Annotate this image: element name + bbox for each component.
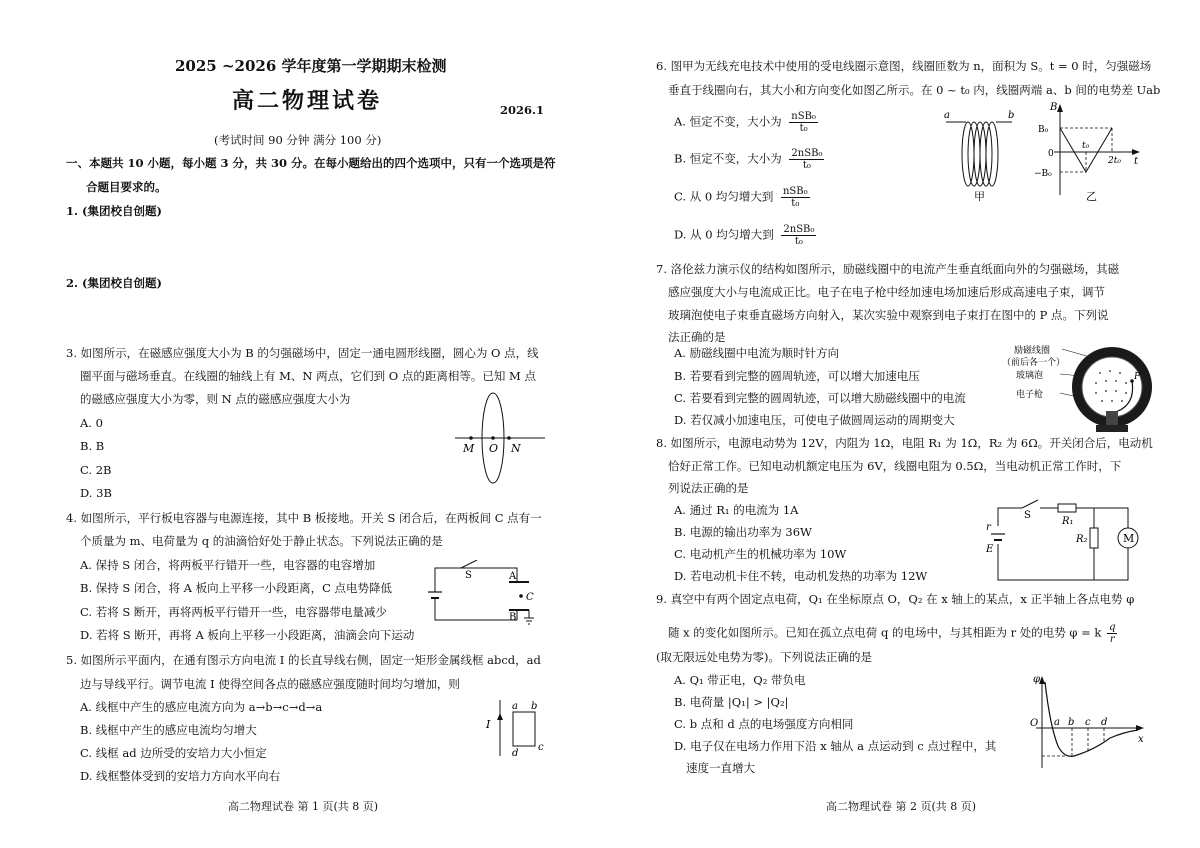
question-7-option-c: C. 若要看到完整的圆周轨迹，可以增大励磁线圈中的电流 [674, 391, 966, 405]
exam-title: 高二物理试卷 [232, 88, 383, 114]
question-9-line2 [668, 622, 1117, 645]
point-o-dot [491, 436, 495, 440]
exam-date: 2026.1 [500, 103, 545, 117]
current-arrow [497, 713, 503, 720]
label-c: c [538, 742, 544, 753]
option-c-text: C. 从 0 均匀增大到 [674, 189, 774, 204]
label-c: c [1085, 717, 1091, 728]
question-4-option-b: B. 保持 S 闭合，将 A 板向上平移一小段距离，C 点电势降低 [80, 581, 393, 595]
b-axis-arrow [1057, 104, 1063, 112]
label-d: d [512, 748, 519, 758]
label-r2: R₂ [1076, 534, 1088, 545]
instrument-base [1096, 425, 1128, 432]
point-c-dot [519, 594, 523, 598]
option-d-text: D. 从 0 均匀增大到 [674, 227, 774, 242]
label-t: t [1134, 156, 1139, 167]
label-a: A [509, 571, 517, 582]
question-8-line1: 8. 如图所示，电源电动势为 12V，内阻为 1Ω，电阻 R₁ 为 1Ω，R₂ 为 6Ω。开关闭合后，电动机 [656, 436, 1153, 450]
question-3-line3: 的磁感应强度大小为零，则 N 点的磁感应强度大小为 [80, 392, 351, 406]
question-7-line2: 感应强度大小与电流成正比。电子在电子枪中经加速电场加速后形成高速电子束，调节 [668, 285, 1105, 299]
exam-info: (考试时间 90 分钟 满分 100 分) [214, 133, 382, 147]
question-8-option-b: B. 电源的输出功率为 36W [674, 525, 812, 539]
question-6-figure-coil [940, 104, 1020, 204]
question-1: 1. (集团校自创题) [66, 204, 162, 218]
question-8-figure [986, 496, 1146, 586]
question-3-option-d: D. 3B [80, 486, 112, 500]
wire-top-right [1076, 508, 1128, 528]
section-instructions-line2: 合题目要求的。 [86, 180, 167, 194]
option-b-text: B. 恒定不变，大小为 [674, 151, 782, 166]
label-c: C [526, 592, 534, 603]
label-s: S [465, 570, 472, 581]
question-7-line4: 法正确的是 [668, 330, 726, 344]
question-5-option-a: A. 线框中产生的感应电流方向为 a→b→c→d→a [80, 700, 323, 714]
question-5-line1: 5. 如图所示平面内，在通有图示方向电流 I 的长直导线右侧，固定一矩形金属线框 abcd，ad [66, 653, 541, 667]
option-c-numerator: nSB₀ [782, 186, 808, 197]
label-d: d [1101, 717, 1108, 728]
question-3-line2: 圈平面与磁场垂直。在线圈的轴线上有 M、N 两点，它们到 O 点的距离相等。已知 M 点 [80, 369, 536, 383]
point-n-dot [507, 436, 511, 440]
question-4-line1: 4. 如图所示，平行板电容器与电源连接，其中 B 板接地。开关 S 闭合后，在两板间 C 点有一 [66, 511, 542, 525]
question-5-option-b: B. 线框中产生的感应电流均匀增大 [80, 723, 257, 737]
question-6-line2: 垂直于线圈向右，其大小和方向变化如图乙所示。在 0 ~ t₀ 内，线圈两端 a、b 间的电势差 Uab [668, 83, 1161, 97]
label-neg-b0: −B₀ [1034, 169, 1052, 179]
question-8-option-c: C. 电动机产生的机械功率为 10W [674, 547, 847, 561]
page-footer: 高二物理试卷 第 2 页(共 8 页) [826, 800, 977, 813]
label-b: b [1068, 717, 1075, 728]
label-a: a [512, 701, 518, 712]
potential-denominator: r [1109, 634, 1115, 645]
label-t0: t₀ [1082, 141, 1090, 151]
label-phi: φ [1033, 674, 1041, 685]
question-9-line2-text: 随 x 的变化如图所示。已知在孤立点电荷 q 的电场中，与其相距为 r 处的电势 φ = k [668, 625, 1102, 640]
question-3-option-c: C. 2B [80, 463, 112, 477]
label-jia: 甲 [974, 190, 985, 203]
question-9-option-b: B. 电荷量 |Q₁| > |Q₂| [674, 695, 789, 709]
question-2: 2. (集团校自创题) [66, 276, 162, 290]
label-bulb: 玻璃泡 [1016, 371, 1044, 381]
question-7-option-a: A. 励磁线圈中电流为顺时针方向 [674, 346, 840, 360]
question-5-option-c: C. 线框 ad 边所受的安培力大小恒定 [80, 746, 267, 760]
option-a-fraction [789, 111, 818, 134]
question-7-line3: 玻璃泡使电子束垂直磁场方向射入，某次实验中观察到电子束打在图中的 P 点。下列说 [668, 308, 1109, 322]
question-8-line3: 列说法正确的是 [668, 481, 749, 495]
question-6-figure-graph [1032, 100, 1142, 205]
option-d-denominator: t₀ [794, 236, 803, 247]
label-p: P [1134, 372, 1141, 382]
page-2 [600, 0, 1200, 848]
label-b-axis: B [1050, 102, 1058, 113]
question-7-option-d: D. 若仅减小加速电压，可使电子做圆周运动的周期变大 [674, 413, 955, 427]
label-r: r [986, 522, 991, 533]
option-a-denominator: t₀ [799, 123, 808, 134]
label-x: x [1138, 734, 1144, 745]
label-b0: B₀ [1038, 125, 1049, 135]
label-o: O [489, 442, 499, 455]
point-m-dot [469, 436, 473, 440]
label-n: N [511, 442, 521, 455]
question-9-option-a: A. Q₁ 带正电，Q₂ 带负电 [674, 673, 806, 687]
label-yi: 乙 [1086, 190, 1097, 203]
question-4-option-c: C. 若将 S 断开，再将两板平行错开一些，电容器带电量减少 [80, 605, 387, 619]
label-a: a [944, 110, 950, 121]
question-7-line1: 7. 洛伦兹力演示仪的结构如图所示，励磁线圈中的电流产生垂直纸面向外的匀强磁场，其磁 [656, 262, 1120, 276]
question-7-figure [1000, 341, 1160, 436]
question-9-option-c: C. b 点和 d 点的电场强度方向相同 [674, 717, 854, 731]
coil-pointer [1062, 349, 1090, 357]
resistor-r1 [1058, 504, 1076, 512]
question-9-option-d-line2: 速度一直增大 [686, 761, 755, 775]
exam-header: 2025 ~2026 学年度第一学期期末检测 [175, 57, 447, 75]
option-b-numerator: 2nSB₀ [791, 148, 823, 159]
question-9-line1: 9. 真空中有两个固定点电荷，Q₁ 在坐标原点 O，Q₂ 在 x 轴上的某点，x 正半轴上各点电势 φ [656, 592, 1135, 606]
switch-lever [461, 560, 477, 568]
question-6-option-b [674, 148, 824, 171]
question-6-option-a [674, 111, 818, 134]
question-6-option-d [674, 224, 816, 247]
label-motor: M [1123, 532, 1135, 545]
label-gun: 电子枪 [1016, 390, 1044, 400]
question-6-line1: 6. 图甲为无线充电技术中使用的受电线圈示意图，线圈匝数为 n，面积为 S。t = 0 时，匀强磁场 [656, 59, 1152, 73]
resistor-r2 [1090, 528, 1098, 548]
question-8-option-a: A. 通过 R₁ 的电流为 1A [674, 503, 799, 517]
label-r1: R₁ [1062, 516, 1074, 527]
question-3-line1: 3. 如图所示，在磁感应强度大小为 B 的匀强磁场中，固定一通电圆形线圈，圆心为 O 点，线 [66, 346, 539, 360]
question-4-option-a: A. 保持 S 闭合，将两板平行错开一些，电容器的电容增加 [80, 558, 376, 572]
wire-bottom [998, 544, 1128, 580]
question-9-figure [1028, 672, 1148, 772]
section-instructions-line1: 一、本题共 10 小题，每小题 3 分，共 30 分。在每小题给出的四个选项中，只有一个选项是符 [66, 156, 556, 170]
question-8-line2: 恰好正常工作。已知电动机额定电压为 6V，线圈电阻为 0.5Ω，当电动机正常工作时，下 [668, 459, 1122, 473]
label-o: O [1030, 718, 1039, 729]
question-3-option-a: A. 0 [80, 416, 103, 430]
label-b: B [509, 612, 517, 623]
label-i: I [486, 718, 491, 731]
option-d-fraction [781, 224, 816, 247]
label-e: E [986, 544, 994, 555]
potential-fraction [1107, 622, 1117, 645]
option-d-numerator: 2nSB₀ [783, 224, 815, 235]
label-s: S [1024, 510, 1031, 521]
question-5-figure [480, 698, 550, 758]
label-m: M [463, 442, 475, 455]
label-coil-note: （前后各一个） [1002, 358, 1066, 368]
label-zero: 0 [1048, 149, 1054, 159]
question-8-option-d: D. 若电动机卡住不转，电动机发热的功率为 12W [674, 569, 928, 583]
question-3-option-b: B. B [80, 439, 105, 453]
circuit-top-wire [435, 568, 517, 592]
wire-left-top [998, 508, 1022, 526]
electron-gun [1106, 411, 1118, 425]
question-7-option-b: B. 若要看到完整的圆周轨迹，可以增大加速电压 [674, 369, 920, 383]
potential-numerator: q [1109, 622, 1116, 633]
switch-lever [1022, 500, 1038, 508]
label-b: b [1008, 110, 1015, 121]
question-5-option-d: D. 线框整体受到的安培力方向水平向右 [80, 769, 281, 783]
question-6-option-c [674, 186, 810, 209]
option-b-fraction [789, 148, 824, 171]
label-2t0: 2t₀ [1108, 156, 1121, 166]
question-9-option-d: D. 电子仅在电场力作用下沿 x 轴从 a 点运动到 c 点过程中，其 [674, 739, 997, 753]
option-a-text: A. 恒定不变，大小为 [674, 114, 782, 129]
question-9-line3: (取无限远处电势为零)。下列说法正确的是 [656, 650, 872, 664]
option-c-denominator: t₀ [791, 198, 800, 209]
option-b-denominator: t₀ [802, 160, 811, 171]
question-4-line2: 个质量为 m、电荷量为 q 的油滴恰好处于静止状态。下列说法正确的是 [80, 534, 443, 548]
t-axis-arrow [1132, 149, 1140, 155]
page-footer: 高二物理试卷 第 1 页(共 8 页) [228, 800, 379, 813]
wire-frame [513, 712, 535, 746]
label-coil: 励磁线圈 [1014, 346, 1051, 356]
option-a-numerator: nSB₀ [791, 111, 816, 122]
question-5-line2: 边与导线平行。调节电流 I 使得空间各点的磁感应强度随时间均匀增加，则 [80, 677, 460, 691]
label-a: a [1054, 717, 1060, 728]
question-4-figure [425, 560, 550, 630]
question-3-figure [445, 388, 555, 488]
circuit-bottom-wire [435, 598, 517, 620]
question-4-option-d: D. 若将 S 断开，再将 A 板向上平移一小段距离，油滴会向下运动 [80, 628, 415, 642]
label-b: b [531, 701, 538, 712]
option-c-fraction [781, 186, 810, 209]
